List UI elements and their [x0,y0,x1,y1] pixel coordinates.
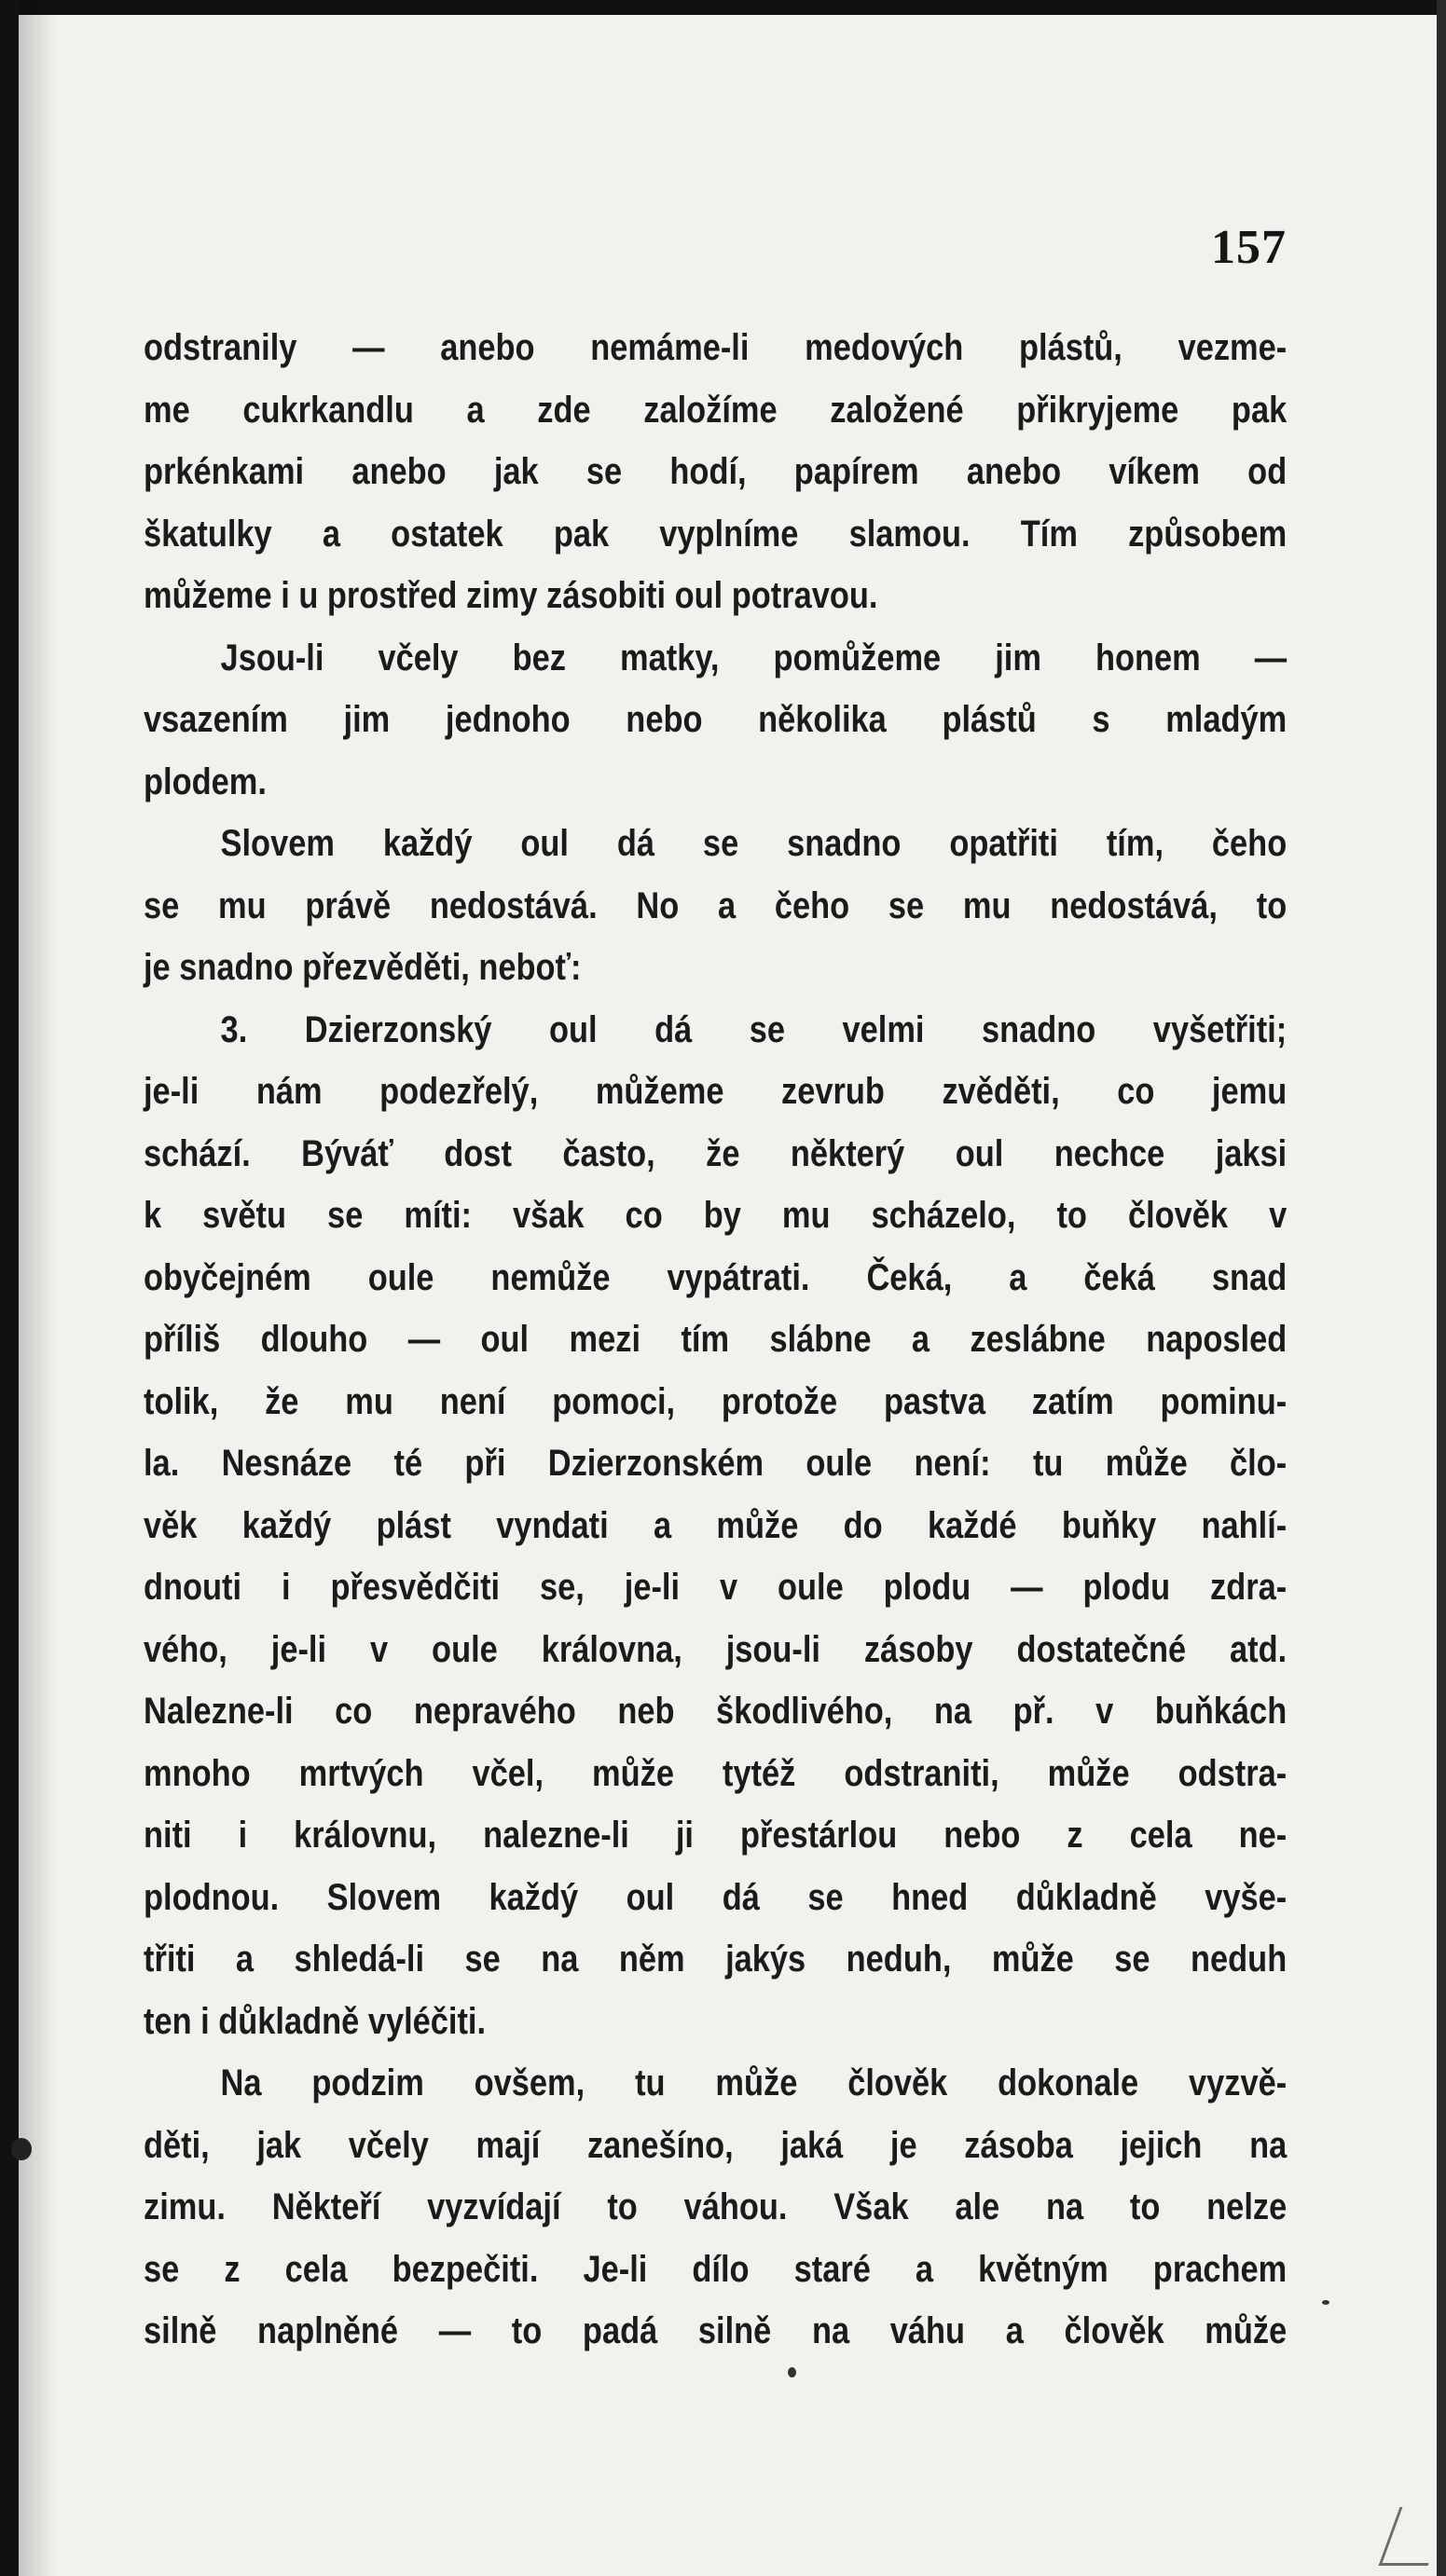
text-line: škatulky a ostatek pak vyplníme slamou. Tím způsobem [144,513,1288,555]
text-line: třiti a shledá-li se na něm jakýs neduh, může se neduh [144,1939,1288,1980]
text-line: k světu se míti: však co by mu scházelo, to člověk v [144,1195,1288,1236]
body-text [144,317,1287,2363]
page-number: 157 [1211,221,1287,274]
paper-speck [1322,2300,1329,2305]
text-line: se z cela bezpečiti. Je-li dílo staré a květným prachem [144,2248,1288,2290]
text-line: příliš dlouho — oul mezi tím slábne a zeslábne naposled [144,1319,1288,1360]
text-line: obyčejném oule nemůže vypátrati. Čeká, a čeká snad [144,1256,1288,1298]
scan-top-edge [0,0,1446,15]
text-line: odstranily — anebo nemáme-li medových plástů, vezme- [144,327,1288,368]
text-line: 3. Dzierzonský oul dá se velmi snadno vyšetřiti; [220,1008,1288,1050]
text-line: silně naplněné — to padá silně na váhu a člověk může [144,2310,1288,2351]
paper-speck [788,2367,796,2377]
scan-right-edge [1437,0,1446,2576]
text-line: zimu. Někteří vyzvídají to váhou. Však ale na to nelze [144,2186,1288,2227]
text-line: dnouti i přesvědčiti se, je-li v oule plodu — plodu zdra- [144,1567,1288,1608]
scan-left-edge [0,0,19,2576]
binding-shadow [19,0,56,2576]
text-line: ten i důkladně vyléčiti. [144,2000,487,2042]
text-line: niti i královnu, nalezne-li ji přestárlou nebo z cela ne- [144,1815,1288,1856]
text-line: můžeme i u prostřed zimy zásobiti oul potravou. [144,575,878,616]
text-line: prkénkami anebo jak se hodí, papírem anebo víkem od [144,451,1288,492]
text-line: je snadno přezvěděti, neboť: [144,947,582,988]
text-line: la. Nesnáze té při Dzierzonském oule není: tu může člo- [144,1443,1288,1484]
text-line: je-li nám podezřelý, můžeme zevrub zvěděti, co jemu [144,1071,1288,1112]
text-line: vsazením jim jednoho nebo několika plástů s mladým [144,699,1288,740]
text-line: me cukrkandlu a zde založíme založené přikryjeme pak [144,389,1288,431]
text-line: Jsou-li včely bez matky, pomůžeme jim honem — [220,637,1288,678]
text-line: mnoho mrtvých včel, může tytéž odstraniti, může odstra- [144,1752,1288,1794]
text-line: se mu právě nedostává. No a čeho se mu nedostává, to [144,884,1288,926]
text-line: věk každý plást vyndati a může do každé buňky nahlí- [144,1504,1288,1546]
text-line: Slovem každý oul dá se snadno opatřiti tím, čeho [220,823,1288,864]
text-line: plodnou. Slovem každý oul dá se hned důkladně vyše- [144,1876,1288,1918]
text-line: vého, je-li v oule královna, jsou-li zásoby dostatečné atd. [144,1628,1288,1670]
text-line: Nalezne-li co nepravého neb škodlivého, na př. v buňkách [144,1691,1288,1732]
text-line: tolik, že mu není pomoci, protože pastva zatím pominu- [144,1380,1288,1422]
paper-speck [11,2138,32,2160]
text-line: plodem. [144,760,267,802]
text-line: Na podzim ovšem, tu může člověk dokonale vyzvě- [220,2062,1288,2103]
text-line: schází. Býváť dost často, že některý oul nechce jaksi [144,1132,1288,1174]
text-line: děti, jak včely mají zanešíno, jaká je zásoba jejich na [144,2124,1288,2166]
